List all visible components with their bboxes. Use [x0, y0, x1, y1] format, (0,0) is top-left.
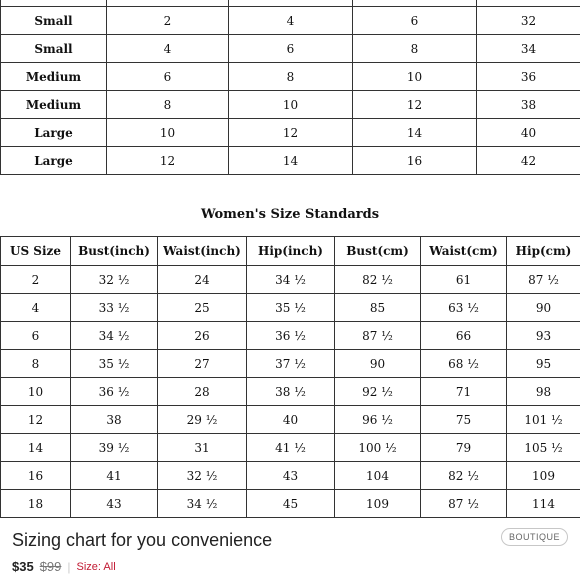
table-cell: 85 — [335, 294, 421, 322]
table-cell: 35 ½ — [247, 294, 335, 322]
price-row — [12, 559, 116, 574]
table-row — [1, 490, 580, 518]
table-cell: 12 — [107, 147, 229, 175]
table-cell: 90 — [335, 350, 421, 378]
table-cell: 104 — [335, 462, 421, 490]
table-cell: 12 — [229, 119, 353, 147]
column-header: Waist(inch) — [158, 237, 247, 266]
table-cell: Small — [1, 7, 107, 35]
table-header-row — [1, 237, 580, 266]
table-row — [1, 91, 580, 119]
table-cell: 4 — [1, 294, 71, 322]
column-header: Hip(inch) — [247, 237, 335, 266]
table-cell: 109 — [507, 462, 580, 490]
table-cell: Medium — [1, 91, 107, 119]
table-cell: 39 ½ — [71, 434, 158, 462]
table-cell: 4 — [107, 35, 229, 63]
table-cell: 82 ½ — [421, 462, 507, 490]
table-cell: 93 — [507, 322, 580, 350]
table-cell: 31 — [158, 434, 247, 462]
table-cell: Large — [1, 119, 107, 147]
table-cell: 100 ½ — [335, 434, 421, 462]
table-cell: 43 — [247, 462, 335, 490]
table-cell: 26 — [158, 322, 247, 350]
listing-title[interactable]: Sizing chart for you convenience — [12, 530, 273, 550]
table-cell: 40 — [477, 119, 580, 147]
table-cell: 114 — [507, 490, 580, 518]
table-cell: 105 ½ — [507, 434, 580, 462]
table-cell: 96 ½ — [335, 406, 421, 434]
table-cell: 90 — [507, 294, 580, 322]
table-row — [1, 350, 580, 378]
table-row — [1, 406, 580, 434]
table-cell: 40 — [247, 406, 335, 434]
size-conversion-table — [0, 0, 580, 175]
column-header: Waist(cm) — [421, 237, 507, 266]
table-row — [1, 7, 580, 35]
table-row — [1, 294, 580, 322]
table-cell: 87 ½ — [335, 322, 421, 350]
table-cell: 98 — [507, 378, 580, 406]
table-cell: 6 — [229, 35, 353, 63]
table-cell: 35 ½ — [71, 350, 158, 378]
table-cell: 6 — [107, 63, 229, 91]
table-cell: 32 ½ — [71, 266, 158, 294]
table-cell: 2 — [1, 266, 71, 294]
column-header: US Size — [1, 237, 71, 266]
table-cell: 10 — [229, 91, 353, 119]
table-cell: 75 — [421, 406, 507, 434]
table-cell: 36 ½ — [71, 378, 158, 406]
table-cell: 101 ½ — [507, 406, 580, 434]
table-cell: 6 — [1, 322, 71, 350]
table-cell: 6 — [353, 7, 477, 35]
table-cell: Large — [1, 147, 107, 175]
table-cell: 38 — [71, 406, 158, 434]
table-cell: 36 — [477, 63, 580, 91]
table-cell: 28 — [158, 378, 247, 406]
table-cell: 8 — [1, 350, 71, 378]
boutique-badge: BOUTIQUE — [501, 528, 568, 546]
price: $35 — [12, 559, 34, 574]
table-row — [1, 63, 580, 91]
listing-info — [0, 520, 580, 580]
table-cell: 34 ½ — [158, 490, 247, 518]
column-header: Hip(cm) — [507, 237, 580, 266]
table-cell: 8 — [229, 63, 353, 91]
table-cell: 45 — [247, 490, 335, 518]
table-row — [1, 322, 580, 350]
table-cell: 32 — [477, 7, 580, 35]
table-cell: 68 ½ — [421, 350, 507, 378]
table-cell: 95 — [507, 350, 580, 378]
table-cell: 41 — [71, 462, 158, 490]
table-cell: 2 — [107, 7, 229, 35]
table-cell: 42 — [477, 147, 580, 175]
table-cell: 12 — [353, 91, 477, 119]
table-cell: 66 — [421, 322, 507, 350]
table-cell: 25 — [158, 294, 247, 322]
table-cell: 29 ½ — [158, 406, 247, 434]
table-cell: 27 — [158, 350, 247, 378]
table-cell: 18 — [1, 490, 71, 518]
column-header: Bust(inch) — [71, 237, 158, 266]
original-price: $99 — [39, 559, 62, 574]
table-cell: 34 — [477, 35, 580, 63]
table-row — [1, 266, 580, 294]
womens-table-title: Women's Size Standards — [200, 207, 380, 222]
table-cell: 82 ½ — [335, 266, 421, 294]
table-cell: 8 — [353, 35, 477, 63]
table-cell: 41 ½ — [247, 434, 335, 462]
table-cell: 16 — [353, 147, 477, 175]
table-cell: 36 ½ — [247, 322, 335, 350]
table-cell: 92 ½ — [335, 378, 421, 406]
table-cell: 10 — [353, 63, 477, 91]
table-cell: 12 — [1, 406, 71, 434]
table-cell: 43 — [71, 490, 158, 518]
table-cell: 71 — [421, 378, 507, 406]
table-cell: Medium — [1, 63, 107, 91]
table-row — [1, 35, 580, 63]
table-cell: 14 — [1, 434, 71, 462]
table-cell: 109 — [335, 490, 421, 518]
table-row — [1, 434, 580, 462]
table-row — [1, 147, 580, 175]
table-cell: 63 ½ — [421, 294, 507, 322]
table-cell: 8 — [107, 91, 229, 119]
table-cell: 24 — [158, 266, 247, 294]
table-cell: 16 — [1, 462, 71, 490]
table-cell: 33 ½ — [71, 294, 158, 322]
table-cell: 38 ½ — [247, 378, 335, 406]
table-row — [1, 462, 580, 490]
table-cell: 61 — [421, 266, 507, 294]
table-cell: 37 ½ — [247, 350, 335, 378]
table-cell: 34 ½ — [247, 266, 335, 294]
table-cell: 87 ½ — [507, 266, 580, 294]
column-header: Bust(cm) — [335, 237, 421, 266]
table-cell: 34 ½ — [71, 322, 158, 350]
table-cell: Small — [1, 35, 107, 63]
table-cell: 87 ½ — [421, 490, 507, 518]
table-cell: 10 — [1, 378, 71, 406]
table-cell: 10 — [107, 119, 229, 147]
separator: | — [67, 559, 71, 574]
size-label: Size: All — [76, 560, 116, 573]
table-cell: 79 — [421, 434, 507, 462]
table-cell: 38 — [477, 91, 580, 119]
table-row — [1, 378, 580, 406]
table-cell: 14 — [353, 119, 477, 147]
womens-size-standards-table — [0, 236, 580, 518]
table-cell: 4 — [229, 7, 353, 35]
table-cell: 14 — [229, 147, 353, 175]
table-row — [1, 119, 580, 147]
table-cell: 32 ½ — [158, 462, 247, 490]
